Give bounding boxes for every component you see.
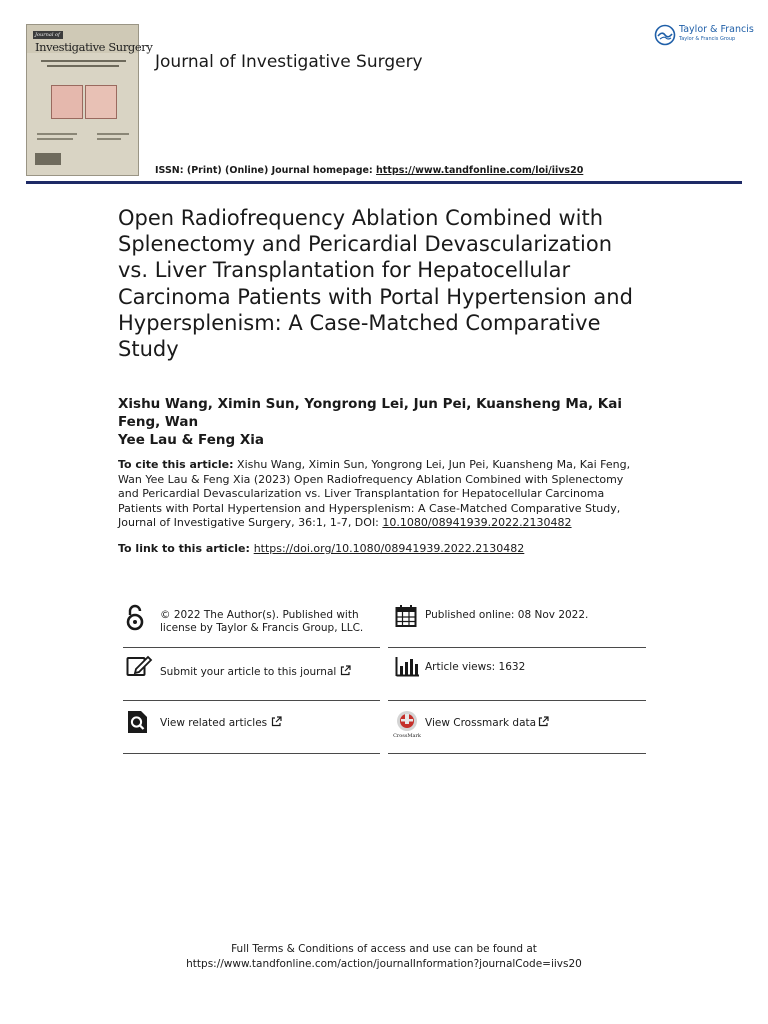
link-label: To link to this article: [118, 542, 254, 555]
doi-link[interactable]: 10.1080/08941939.2022.2130482 [382, 516, 572, 530]
submit-article-link[interactable] [126, 655, 376, 683]
cover-photo [51, 85, 83, 119]
divider [388, 647, 646, 648]
crossmark-label: View Crossmark data [425, 717, 537, 729]
cite-text: Journal of Investigative Surgery, 36:1, 1-7, DOI: [118, 516, 383, 530]
published-online [395, 604, 645, 632]
divider [123, 753, 380, 754]
terms-url-link[interactable]: https://www.tandfonline.com/action/journalInformation?journalCode=iivs20 [186, 958, 582, 970]
cover-badge: Journal of [33, 31, 63, 39]
author-line: Yee Lau & Feng Xia [118, 432, 264, 448]
cover-photo [85, 85, 117, 119]
cite-text: Patients with Portal Hypertension and Hypersplenism: A Case-Matched Comparative Study, [118, 501, 621, 515]
article-views [395, 657, 645, 685]
title-line: Open Radiofrequency Ablation Combined with [118, 206, 603, 230]
views-count: Article views: 1632 [425, 661, 526, 673]
divider [123, 700, 380, 701]
crossmark-logo-text: CrossMark [393, 733, 421, 739]
cover-subtitle-line [47, 65, 119, 67]
citation-block [118, 458, 643, 531]
title-line: Carcinoma Patients with Portal Hypertension and [118, 284, 633, 309]
crossmark-link[interactable] [395, 710, 645, 740]
terms-footer [0, 942, 768, 972]
journal-homepage-link[interactable]: https://www.tandfonline.com/loi/iivs20 [376, 165, 584, 176]
open-access-icon [123, 604, 147, 632]
title-line: Hypersplenism: A Case-Matched Comparative [118, 310, 601, 335]
author-line: Xishu Wang, Ximin Sun, Yongrong Lei, Jun Pei, Kuansheng Ma, Kai Feng, Wan [118, 396, 622, 430]
cover-text-line [97, 138, 121, 140]
divider [388, 700, 646, 701]
license-text: license by Taylor & Francis Group, LLC. [160, 622, 364, 635]
cover-text-line [37, 138, 73, 140]
publisher-name: Taylor & Francis [679, 24, 754, 35]
journal-title[interactable]: Journal of Investigative Surgery [155, 52, 423, 72]
article-doi-url-link[interactable]: https://doi.org/10.1080/08941939.2022.2130482 [253, 542, 525, 555]
issn-text: ISSN: (Print) (Online) Journal homepage: [155, 165, 377, 176]
external-link-icon [538, 716, 549, 727]
article-title [118, 205, 658, 362]
cover-subtitle-line [41, 60, 126, 62]
cover-society-logo [35, 153, 61, 165]
divider [123, 647, 380, 648]
issn-line [155, 165, 583, 176]
edit-icon [126, 655, 152, 679]
title-line: vs. Liver Transplantation for Hepatocellular [118, 258, 571, 283]
published-date: Published online: 08 Nov 2022. [425, 609, 589, 621]
calendar-icon [395, 604, 417, 628]
cite-text: Xishu Wang, Ximin Sun, Yongrong Lei, Jun Pei, Kuansheng Ma, Kai Feng, [233, 458, 631, 471]
bar-chart-icon [395, 657, 419, 677]
crossmark-icon [395, 710, 419, 738]
header-rule [26, 181, 742, 184]
cite-text: Wan Yee Lau & Feng Xia (2023) Open Radiofrequency Ablation Combined with Splenectomy [118, 472, 624, 486]
terms-text: Full Terms & Conditions of access and use can be found at [231, 943, 537, 955]
external-link-icon [271, 716, 282, 727]
cite-label: To cite this article: [118, 458, 234, 471]
license-text: © 2022 The Author(s). Published with [160, 609, 359, 621]
cite-text: and Pericardial Devascularization vs. Liver Transplantation for Hepatocellular Carcinoma [118, 487, 605, 501]
cover-text-line [97, 133, 129, 135]
external-link-icon [340, 665, 351, 676]
title-line: Study [118, 337, 179, 362]
submit-label: Submit your article to this journal [160, 666, 337, 678]
open-access-license [123, 604, 373, 638]
cover-text-line [37, 133, 77, 135]
journal-cover-image [26, 24, 153, 176]
related-articles-icon [127, 710, 149, 734]
publisher-logo[interactable] [654, 23, 754, 47]
title-line: Splenectomy and Pericardial Devascularization [118, 232, 613, 257]
article-link-line [118, 542, 524, 555]
cover-title: Investigative Surgery [35, 40, 153, 54]
divider [388, 753, 646, 754]
author-list [118, 395, 663, 449]
publisher-subname: Taylor & Francis Group [679, 36, 736, 42]
related-label: View related articles [160, 717, 268, 729]
publisher-emblem-icon [654, 24, 676, 46]
related-articles-link[interactable] [127, 710, 377, 738]
